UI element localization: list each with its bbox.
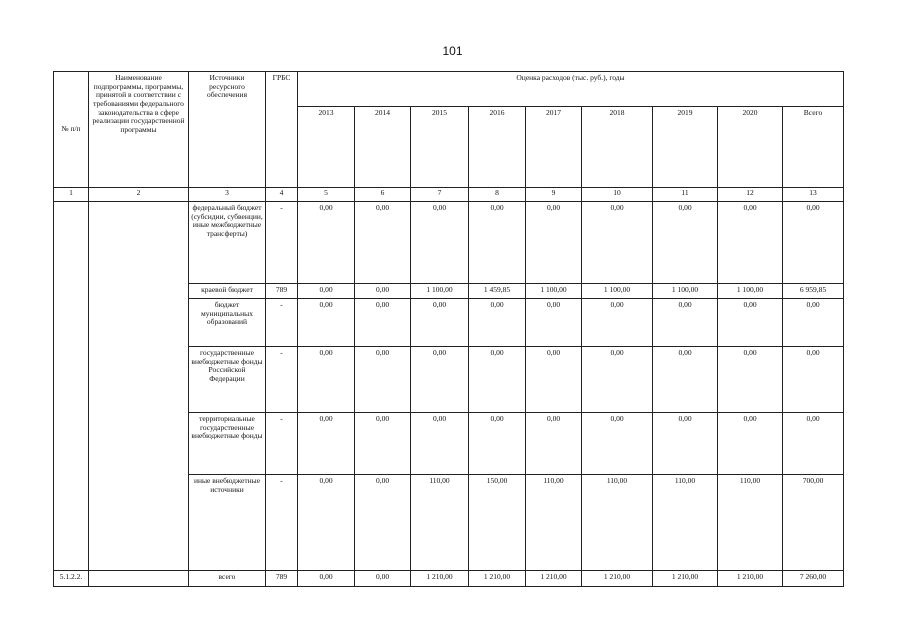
header-year: 2017 — [526, 107, 582, 188]
row-value-total: 0,00 — [783, 202, 844, 284]
row-value: 0,00 — [582, 202, 653, 284]
row-value: 110,00 — [582, 475, 653, 571]
column-number: 5 — [298, 188, 355, 202]
budget-table — [53, 71, 844, 587]
row-value: 110,00 — [718, 475, 783, 571]
row-value: 0,00 — [653, 413, 718, 475]
row-value: 110,00 — [411, 475, 469, 571]
header-year: 2014 — [355, 107, 411, 188]
row-grbs: 789 — [266, 571, 298, 587]
row-value: 0,00 — [298, 475, 355, 571]
row-grbs: - — [266, 475, 298, 571]
column-number: 13 — [783, 188, 844, 202]
header-col-estimate: Оценка расходов (тыс. руб.), годы — [298, 72, 844, 107]
row-value: 0,00 — [582, 347, 653, 413]
header-col-grbs: ГРБС — [266, 72, 298, 188]
row-value: 0,00 — [411, 413, 469, 475]
row-value: 0,00 — [298, 347, 355, 413]
row-value-total: 700,00 — [783, 475, 844, 571]
row-value: 0,00 — [355, 475, 411, 571]
row-source: краевой бюджет — [189, 284, 266, 299]
row-source: иные внебюджетные источники — [189, 475, 266, 571]
row-value: 0,00 — [411, 202, 469, 284]
table-row-total — [54, 571, 844, 587]
row-source: государственные внебюджетные фонды Российской Федерации — [189, 347, 266, 413]
column-number: 6 — [355, 188, 411, 202]
row-value: 0,00 — [718, 413, 783, 475]
row-value: 0,00 — [469, 202, 526, 284]
row-value-total: 0,00 — [783, 347, 844, 413]
row-value: 1 100,00 — [526, 284, 582, 299]
row-value-total: 0,00 — [783, 299, 844, 347]
row-grbs: - — [266, 299, 298, 347]
column-number: 9 — [526, 188, 582, 202]
row-value: 0,00 — [718, 299, 783, 347]
row-value: 1 100,00 — [582, 284, 653, 299]
row-value: 0,00 — [298, 284, 355, 299]
row-name — [89, 571, 189, 587]
column-number: 3 — [189, 188, 266, 202]
row-value: 0,00 — [355, 299, 411, 347]
row-value: 110,00 — [526, 475, 582, 571]
row-grbs: - — [266, 413, 298, 475]
header-year: 2020 — [718, 107, 783, 188]
column-numbers-row — [54, 188, 844, 202]
row-value: 0,00 — [582, 413, 653, 475]
column-number: 10 — [582, 188, 653, 202]
row-value: 0,00 — [298, 413, 355, 475]
row-value: 1 210,00 — [411, 571, 469, 587]
column-number: 12 — [718, 188, 783, 202]
row-num — [54, 202, 89, 571]
row-value: 1 100,00 — [718, 284, 783, 299]
row-value: 0,00 — [526, 413, 582, 475]
header-row — [54, 72, 844, 107]
column-number: 8 — [469, 188, 526, 202]
row-source: территориальные государственные внебюджетные фонды — [189, 413, 266, 475]
row-value: 0,00 — [653, 299, 718, 347]
row-value: 0,00 — [718, 347, 783, 413]
row-value: 0,00 — [469, 347, 526, 413]
row-source: федеральный бюджет (субсидии, субвенции, иные межбюджетные трансферты) — [189, 202, 266, 284]
column-number: 7 — [411, 188, 469, 202]
row-value: 0,00 — [718, 202, 783, 284]
row-value: 0,00 — [355, 571, 411, 587]
column-number: 4 — [266, 188, 298, 202]
row-value: 0,00 — [355, 284, 411, 299]
row-value: 0,00 — [298, 202, 355, 284]
header-col-num: № п/п — [54, 72, 89, 188]
row-value: 1 210,00 — [718, 571, 783, 587]
row-value: 1 210,00 — [526, 571, 582, 587]
row-value: 1 100,00 — [411, 284, 469, 299]
column-number: 1 — [54, 188, 89, 202]
row-name — [89, 202, 189, 571]
row-value: 0,00 — [355, 202, 411, 284]
column-number: 2 — [89, 188, 189, 202]
header-year: 2016 — [469, 107, 526, 188]
row-grbs: - — [266, 202, 298, 284]
row-value: 0,00 — [411, 299, 469, 347]
row-value: 0,00 — [653, 347, 718, 413]
row-value-total: 6 959,85 — [783, 284, 844, 299]
header-year: 2015 — [411, 107, 469, 188]
page-number: 101 — [442, 44, 463, 58]
row-num: 5.1.2.2. — [54, 571, 89, 587]
row-value: 0,00 — [298, 299, 355, 347]
row-value: 0,00 — [355, 413, 411, 475]
row-value: 1 459,85 — [469, 284, 526, 299]
row-value: 0,00 — [469, 299, 526, 347]
header-year: 2019 — [653, 107, 718, 188]
row-value-total: 7 260,00 — [783, 571, 844, 587]
row-value: 0,00 — [526, 347, 582, 413]
header-year: 2013 — [298, 107, 355, 188]
row-value: 1 210,00 — [653, 571, 718, 587]
row-value: 0,00 — [526, 299, 582, 347]
row-value: 1 210,00 — [469, 571, 526, 587]
row-value: 0,00 — [298, 571, 355, 587]
header-col-source: Источники ресурсного обеспечения — [189, 72, 266, 188]
row-value-total: 0,00 — [783, 413, 844, 475]
row-source: бюджет муниципальных образований — [189, 299, 266, 347]
row-value: 150,00 — [469, 475, 526, 571]
header-year-total: Всего — [783, 107, 844, 188]
row-value: 0,00 — [582, 299, 653, 347]
row-source: всего — [189, 571, 266, 587]
row-grbs: - — [266, 347, 298, 413]
row-value: 0,00 — [355, 347, 411, 413]
row-value: 0,00 — [469, 413, 526, 475]
row-value: 0,00 — [653, 202, 718, 284]
row-grbs: 789 — [266, 284, 298, 299]
column-number: 11 — [653, 188, 718, 202]
row-value: 0,00 — [411, 347, 469, 413]
row-value: 1 100,00 — [653, 284, 718, 299]
row-value: 1 210,00 — [582, 571, 653, 587]
header-year: 2018 — [582, 107, 653, 188]
row-value: 0,00 — [526, 202, 582, 284]
header-col-name: Наименование подпрограммы, программы, принятой в соответствии с требованиями федерального законодательства в сфере реализации государственной программы — [89, 72, 189, 188]
table-row — [54, 202, 844, 284]
row-value: 110,00 — [653, 475, 718, 571]
